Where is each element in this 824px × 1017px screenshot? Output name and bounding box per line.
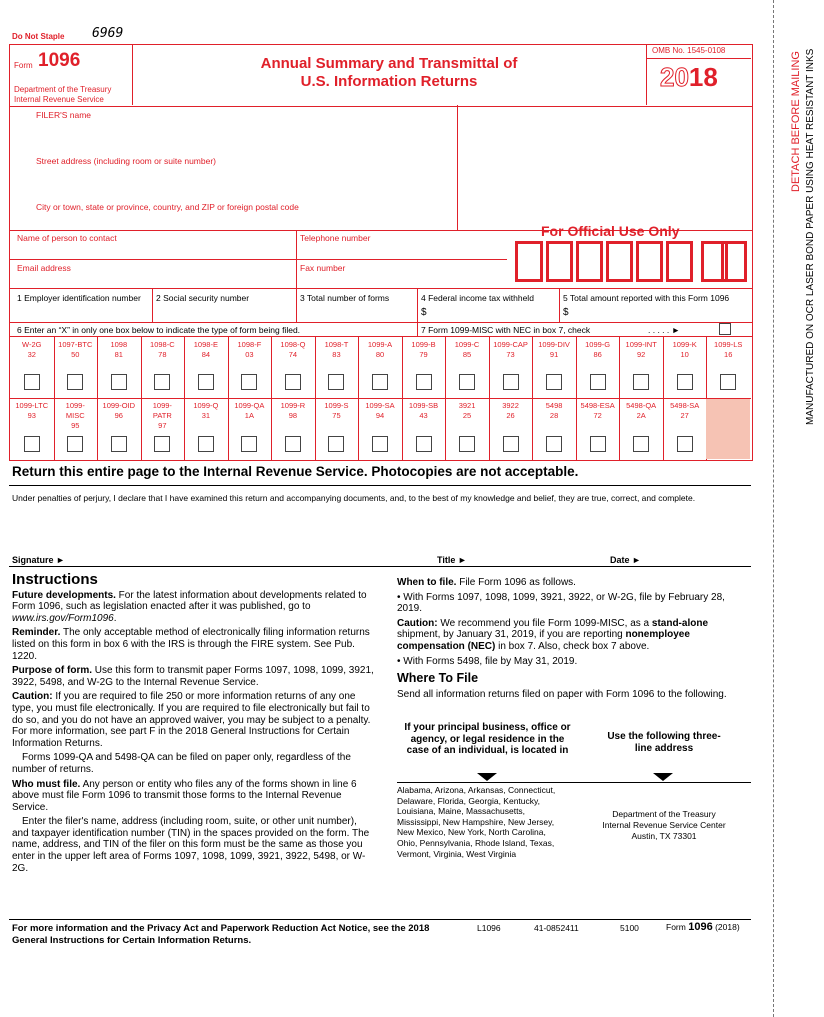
form-type-text: 27 xyxy=(680,411,689,420)
form-type-code: 73 xyxy=(506,350,515,359)
form-title-2: U.S. Information Returns xyxy=(300,73,478,90)
form-type-cell xyxy=(445,401,489,421)
form-type-checkbox[interactable] xyxy=(328,374,344,390)
form-type-text: 1099-LTC xyxy=(15,401,49,410)
form-type-cell xyxy=(271,340,315,360)
form-type-text: 95 xyxy=(71,421,80,430)
form-type-text: 72 xyxy=(593,411,602,420)
form-type-cell xyxy=(663,340,707,360)
form-type-name: 1099-K xyxy=(672,340,697,349)
form-type-text: 97 xyxy=(158,421,167,430)
form-type-checkbox[interactable] xyxy=(372,374,388,390)
form-type-code: 80 xyxy=(375,350,385,359)
box5-dollar: $ xyxy=(563,307,569,318)
form-type-text: 93 xyxy=(27,411,36,420)
form-type-text: 5498-ESA xyxy=(580,401,615,410)
form-type-text: 3922 xyxy=(502,401,519,410)
reminder-text: The only acceptable method of electronically filing information returns listed on this form in box 6 with the IRS is through the FIRE system. See Pub. 1220. xyxy=(12,627,370,662)
form-type-name: 1098-F xyxy=(237,340,262,349)
form-type-cell xyxy=(228,401,272,421)
form-type-cell xyxy=(97,401,141,421)
title-label: Title ► xyxy=(437,555,467,565)
form-type-code: 92 xyxy=(636,350,646,359)
form-name: 1096 xyxy=(38,50,81,71)
form-type-cell xyxy=(532,401,576,421)
purpose-heading: Purpose of form. xyxy=(12,665,93,677)
form-type-checkbox[interactable] xyxy=(111,436,127,452)
footer-code-3: 5100 xyxy=(620,923,639,933)
form-type-cell xyxy=(402,401,446,421)
form-type-text: 94 xyxy=(375,411,385,420)
form-type-cell xyxy=(141,340,185,360)
omb-number: OMB No. 1545-0108 xyxy=(652,46,726,55)
box7-checkbox[interactable] xyxy=(719,323,731,335)
address-line-1: Department of the Treasury xyxy=(612,809,716,819)
form-type-code: 78 xyxy=(158,350,167,359)
form-type-name: 1098-Q xyxy=(280,340,306,349)
handwritten-number: 6969 xyxy=(92,26,124,41)
form-type-checkbox[interactable] xyxy=(590,374,606,390)
form-type-checkbox[interactable] xyxy=(546,374,562,390)
form-type-checkbox[interactable] xyxy=(24,436,40,452)
form-type-text: 28 xyxy=(549,411,559,420)
enter-filer-text: Enter the filer's name, address (including room, suite, or other unit number), and taxpayer identification number (TIN) in the spaces provided on the form. The name, address, and TIN of the filer on this form must be the same as those you enter in the upper left area of Forms 1097, 1098, 1099, 3921, 3922, 5498, or W-2G. xyxy=(12,816,370,874)
form-type-cell xyxy=(228,340,272,360)
form-type-cell xyxy=(445,340,489,360)
form-type-cell xyxy=(489,401,533,421)
form-type-checkbox[interactable] xyxy=(67,436,83,452)
form-type-checkbox[interactable] xyxy=(503,374,519,390)
box7-dots: . . . . . ► xyxy=(648,325,681,335)
form-type-text: 1099-SB xyxy=(408,401,439,410)
form-type-cell xyxy=(184,340,228,360)
filer-name-label: FILER'S name xyxy=(36,110,92,120)
date-label: Date ► xyxy=(610,555,641,565)
form-type-text: 96 xyxy=(114,411,123,420)
form-type-checkbox[interactable] xyxy=(241,374,257,390)
form-type-code: 79 xyxy=(419,350,428,359)
form-type-checkbox[interactable] xyxy=(285,436,301,452)
form-type-cell xyxy=(532,340,576,360)
perforation-line xyxy=(773,0,774,1017)
form-type-cell xyxy=(10,401,54,421)
form-type-checkbox[interactable] xyxy=(24,374,40,390)
form-type-text: 1099-SA xyxy=(365,401,395,410)
unused-cell xyxy=(706,399,750,459)
form-type-cell xyxy=(358,340,402,360)
form-type-checkbox[interactable] xyxy=(154,374,170,390)
form-type-checkbox[interactable] xyxy=(154,436,170,452)
signature-label: Signature ► xyxy=(12,555,65,565)
form-type-code: 32 xyxy=(27,350,36,359)
form-type-checkbox[interactable] xyxy=(285,374,301,390)
qa-text: Forms 1099-QA and 5498-QA can be filed on paper only, regardless of the number of returns. xyxy=(12,752,351,775)
manufacturer-notice: MANUFACTURED ON OCR LASER BOND PAPER USING HEAT RESISTANT INKS xyxy=(805,48,816,425)
form-type-name: 1098-T xyxy=(324,340,349,349)
caution-right-1: We recommend you file Form 1099-MISC, as a xyxy=(437,617,652,629)
form-type-text: 31 xyxy=(201,411,211,420)
form-type-cell xyxy=(315,401,359,421)
dept-line-1: Department of the Treasury xyxy=(14,85,112,94)
caution-right-2: shipment, by January 31, 2019, if you are reporting xyxy=(397,629,626,641)
irs-link[interactable]: www.irs.gov/Form1096 xyxy=(12,612,114,624)
form-type-checkbox[interactable] xyxy=(720,374,736,390)
form-type-code: 85 xyxy=(462,350,472,359)
year-suffix: 18 xyxy=(688,62,718,92)
form-type-code: 10 xyxy=(680,350,689,359)
form-type-checkbox[interactable] xyxy=(503,436,519,452)
form-type-checkbox[interactable] xyxy=(459,436,475,452)
footer-form-label: Form xyxy=(666,922,686,932)
footer-code-1: L1096 xyxy=(477,923,501,933)
form-type-text: 5498-QA xyxy=(626,401,657,410)
form-type-name: W-2G xyxy=(22,340,42,349)
nec: nonemployee compensation (NEC) xyxy=(397,629,690,652)
form-type-checkbox[interactable] xyxy=(677,436,693,452)
future-dev-end: . xyxy=(113,612,117,624)
form-type-checkbox[interactable] xyxy=(590,436,606,452)
form-type-cell xyxy=(54,340,98,360)
form-type-checkbox[interactable] xyxy=(328,436,344,452)
form-title-1: Annual Summary and Transmittal of xyxy=(260,55,518,72)
when-heading: When to file. xyxy=(397,577,457,588)
where-col2-head: Use the following three-line address xyxy=(607,731,721,754)
form-type-text: 1A xyxy=(244,411,254,420)
form-type-name: 1099-B xyxy=(411,340,436,349)
form-type-cell xyxy=(402,340,446,360)
who-must-file-heading: Who must file. xyxy=(12,778,81,790)
form-type-name: 1099-C xyxy=(454,340,480,349)
when-text: File Form 1096 as follows. xyxy=(456,577,576,588)
form-type-text: 1099- xyxy=(152,401,172,410)
official-use-label: For Official Use Only xyxy=(541,223,680,239)
who-must-file-text: Any person or entity who files any of the forms shown in line 6 above must file Form 1096 to transmit those forms to the Internal Revenue Service. xyxy=(12,778,357,813)
when-bullet-2: • With Forms 5498, file by May 31, 2019. xyxy=(397,655,578,667)
form-type-text: PATR xyxy=(152,411,172,420)
form-type-code: 84 xyxy=(201,350,211,359)
form-type-cell xyxy=(619,340,663,360)
form-type-checkbox[interactable] xyxy=(416,374,432,390)
form-type-code: 50 xyxy=(71,350,80,359)
form-type-name: 1098-C xyxy=(150,340,175,349)
form-type-cell xyxy=(97,340,141,360)
future-dev-text: For the latest information about developments related to Form 1096, such as legislation enacted after it was published, go to xyxy=(12,589,367,613)
contact-label: Name of person to contact xyxy=(17,233,117,243)
footer-form-year: (2018) xyxy=(715,922,740,932)
fax-label: Fax number xyxy=(300,263,346,273)
year-prefix: 20 xyxy=(660,62,689,92)
form-type-text: 25 xyxy=(462,411,472,420)
arrow-down-icon xyxy=(653,773,673,781)
caution-text: If you are required to file 250 or more information returns of any one type, you must file electronically. If you are required to file electronically but fail to do so, and you do not have an approved waiver, you may be subject to a penalty. For more information, see part F in the 2018 General Instructions for Certain Information Returns. xyxy=(12,691,371,749)
form-type-checkbox[interactable] xyxy=(198,436,214,452)
future-dev-heading: Future developments. xyxy=(12,589,116,601)
form-type-text: 98 xyxy=(288,411,298,420)
form-type-code: 86 xyxy=(593,350,602,359)
email-label: Email address xyxy=(17,263,71,273)
form-type-code: 81 xyxy=(114,350,123,359)
box4-label: 4 Federal income tax withheld xyxy=(421,293,534,303)
form-type-checkbox[interactable] xyxy=(677,374,693,390)
form-type-cell xyxy=(576,401,620,421)
form-type-code: 91 xyxy=(549,350,559,359)
form-type-cell xyxy=(184,401,228,421)
box7-label: 7 Form 1099-MISC with NEC in box 7, check xyxy=(421,325,591,335)
street-label: Street address (including room or suite number) xyxy=(36,156,216,166)
form-type-name: 1099-LS xyxy=(714,340,743,349)
where-text: Send all information returns filed on paper with Form 1096 to the following. xyxy=(397,688,727,700)
do-not-staple: Do Not Staple xyxy=(12,32,65,41)
address-line-2: Internal Revenue Service Center xyxy=(602,820,726,830)
form-type-checkbox[interactable] xyxy=(111,374,127,390)
instructions-right xyxy=(397,577,751,703)
form-type-name: 1097-BTC xyxy=(58,340,93,349)
box3-label: 3 Total number of forms xyxy=(300,293,390,303)
return-notice: Return this entire page to the Internal Revenue Service. Photocopies are not acceptable. xyxy=(12,464,579,479)
form-type-text: 1099-OID xyxy=(102,401,136,410)
tax-year xyxy=(660,62,718,93)
form-type-cell xyxy=(54,401,98,431)
purpose-text: Use this form to transmit paper Forms 1097, 1098, 1099, 3921, 3922, 5498, and W-2G to the Internal Revenue Service. xyxy=(12,665,374,688)
form-type-name: 1099-G xyxy=(585,340,611,349)
form-type-cell xyxy=(706,340,750,360)
footer-form-num: 1096 xyxy=(688,921,713,933)
form-type-text: MISC xyxy=(65,411,85,420)
form-type-name: 1098-E xyxy=(193,340,218,349)
caution-right-heading: Caution: xyxy=(397,617,438,629)
form-type-checkbox[interactable] xyxy=(241,436,257,452)
form-type-cell xyxy=(271,401,315,421)
form-type-text: 75 xyxy=(332,411,341,420)
form-type-checkbox[interactable] xyxy=(546,436,562,452)
form-type-text: 1099- xyxy=(65,401,85,410)
form-type-cell xyxy=(576,340,620,360)
form-type-text: 1099-QA xyxy=(234,401,265,410)
form-type-cell xyxy=(10,340,54,360)
form-type-code: 74 xyxy=(288,350,298,359)
box5-label: 5 Total amount reported with this Form 1096 xyxy=(563,293,730,303)
arrow-down-icon xyxy=(477,773,497,781)
form-type-checkbox[interactable] xyxy=(67,374,83,390)
form-type-text: 1099-S xyxy=(324,401,349,410)
form-type-text: 5498 xyxy=(545,401,563,410)
form-type-cell xyxy=(315,340,359,360)
instructions-left xyxy=(12,571,374,877)
form-type-checkbox[interactable] xyxy=(633,436,649,452)
form-type-name: 1099-CAP xyxy=(493,340,528,349)
form-type-cell xyxy=(141,401,185,431)
dept-line-2: Internal Revenue Service xyxy=(14,95,104,104)
form-type-checkbox[interactable] xyxy=(633,374,649,390)
form-type-text: 26 xyxy=(506,411,515,420)
standalone: stand-alone xyxy=(651,617,709,629)
detach-notice: DETACH BEFORE MAILING xyxy=(790,51,802,192)
caution-right-3: in box 7. Also, check box 7 above. xyxy=(495,640,650,652)
form-type-code: 16 xyxy=(724,350,733,359)
phone-label: Telephone number xyxy=(300,233,371,243)
box4-dollar: $ xyxy=(421,307,427,318)
when-bullet-1: • With Forms 1097, 1098, 1099, 3921, 3922, or W-2G, file by February 28, 2019. xyxy=(397,591,725,615)
form-type-text: 5498-SA xyxy=(670,401,700,410)
footer-code-2: 41-0852411 xyxy=(534,923,579,933)
instructions-heading: Instructions xyxy=(12,571,98,588)
form-type-checkbox[interactable] xyxy=(372,436,388,452)
form-type-code: 83 xyxy=(332,350,341,359)
form-type-cell xyxy=(358,401,402,421)
box6-label: 6 Enter an “X” in only one box below to indicate the type of form being filed. xyxy=(17,325,301,335)
form-type-text: 2A xyxy=(636,411,646,420)
form-type-name: 1099-A xyxy=(367,340,393,349)
form-label: Form xyxy=(14,61,33,70)
form-type-checkbox[interactable] xyxy=(198,374,214,390)
form-type-code: 03 xyxy=(245,350,254,359)
caution-heading: Caution: xyxy=(12,691,53,703)
form-type-cell xyxy=(619,401,663,421)
form-type-checkbox[interactable] xyxy=(416,436,432,452)
reminder-heading: Reminder. xyxy=(12,627,61,639)
form-type-name: 1099-DIV xyxy=(538,340,570,349)
city-label: City or town, state or province, country, and ZIP or foreign postal code xyxy=(36,202,299,212)
address-line-3: Austin, TX 73301 xyxy=(631,831,697,841)
form-type-cell xyxy=(663,401,707,421)
form-type-checkbox[interactable] xyxy=(459,374,475,390)
form-type-name: 1098 xyxy=(110,340,128,349)
states-list: Alabama, Arizona, Arkansas, Connecticut, Delaware, Florida, Georgia, Kentucky, Louisiana, Maine, Massachusetts, Mississippi, New Hampshire, New Jersey, New Mexico, New York, North Carolina, Ohio, Pennsylvania, Rhode Island, Texas, Vermont, Virginia, West Virginia xyxy=(397,785,556,859)
where-heading: Where To File xyxy=(397,671,479,686)
form-type-text: 3921 xyxy=(458,401,476,410)
where-col1-head: If your principal business, office or agency, or legal residence in the case of an individual, is located in xyxy=(404,722,571,756)
perjury-statement: Under penalties of perjury, I declare that I have examined this return and accompanying documents, and, to the best of my knowledge and belief, they are true, correct, and complete. xyxy=(12,493,696,503)
privacy-notice: For more information and the Privacy Act and Paperwork Reduction Act Notice, see the 2018 General Instructions for Certain Information Returns. xyxy=(12,923,430,946)
footer-form-id xyxy=(666,921,740,933)
form-type-text: 43 xyxy=(419,411,428,420)
form-type-text: 1099-Q xyxy=(193,401,219,410)
box1-label: 1 Employer identification number xyxy=(17,293,141,303)
box2-label: 2 Social security number xyxy=(156,293,250,303)
form-type-cell xyxy=(489,340,533,360)
form-type-name: 1099-INT xyxy=(625,340,657,349)
form-type-text: 1099-R xyxy=(280,401,306,410)
